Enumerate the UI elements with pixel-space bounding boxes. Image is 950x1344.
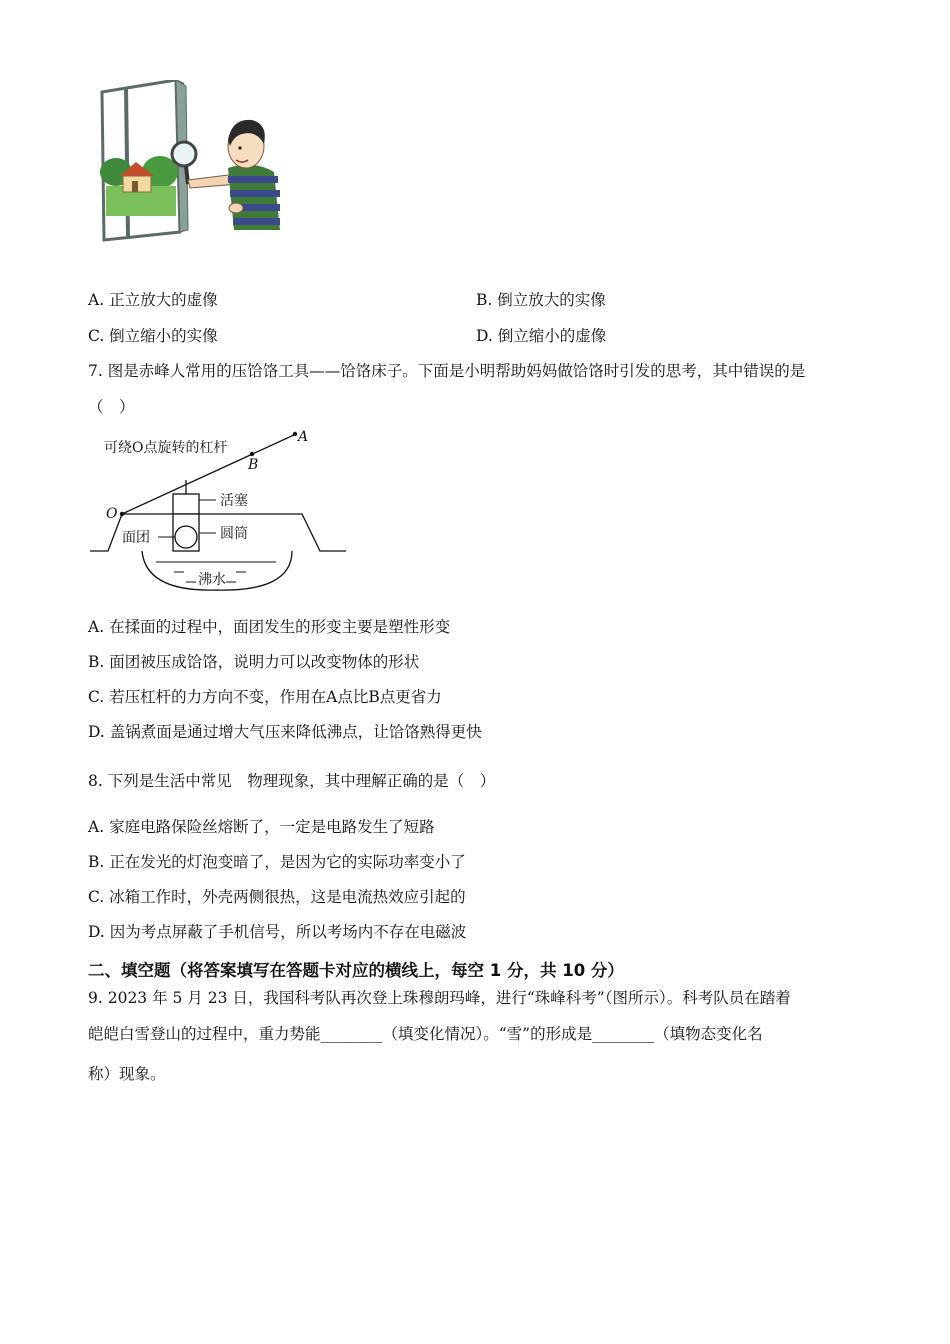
q6-option-d: D. 倒立缩小的虚像: [476, 327, 607, 345]
piston-label: 活塞: [220, 493, 248, 509]
cylinder-label: 圆筒: [220, 526, 248, 542]
q8-option-c: C. 冰箱工作时，外壳两侧很热，这是电流热效应引起的: [88, 888, 466, 906]
point-a-label: A: [298, 429, 309, 445]
water-label: 沸水: [198, 572, 226, 588]
point-o-label: O: [106, 506, 118, 522]
section-heading: 二、填空题（将答案填写在答题卡对应的横线上，每空 1 分，共 10 分）: [88, 961, 624, 980]
q7-option-d: D. 盖锅煮面是通过增大气压来降低沸点，让饸饹熟得更快: [88, 723, 482, 741]
q6-option-b: B. 倒立放大的实像: [476, 291, 606, 309]
q6-option-c: C. 倒立缩小的实像: [88, 327, 218, 345]
q8-option-a: A. 家庭电路保险丝熔断了，一定是电路发生了短路: [88, 818, 435, 836]
q7-option-c: C. 若压杠杆的力方向不变，作用在A点比B点更省力: [88, 688, 442, 706]
q6-option-a: A. 正立放大的虚像: [88, 291, 218, 309]
q8-stem: 8. 下列是生活中常见 物理现象，其中理解正确的是（ ）: [88, 772, 496, 790]
dough-label: 面团: [122, 530, 150, 546]
q8-option-d: D. 因为考点屏蔽了手机信号，所以考场内不存在电磁波: [88, 923, 467, 941]
q7-answer-bracket: （ ）: [88, 398, 135, 416]
point-b-label: B: [248, 457, 259, 473]
magnifier-illustration: [96, 80, 286, 245]
q9-line-3: 称）现象。: [88, 1065, 166, 1083]
q9-line-2: 皑皑白雪登山的过程中，重力势能________（填变化情况）。“雪”的形成是________（填物态变化名: [88, 1025, 763, 1043]
q7-option-b: B. 面团被压成饸饹，说明力可以改变物体的形状: [88, 653, 420, 671]
q7-stem: 7. 图是赤峰人常用的压饸饹工具——饸饹床子。下面是小明帮助妈妈做饸饹时引发的思考，其中错误的是: [88, 362, 806, 380]
lever-label: 可绕O点旋转的杠杆: [104, 440, 228, 456]
lever-figure: [86, 424, 356, 594]
q8-option-b: B. 正在发光的灯泡变暗了，是因为它的实际功率变小了: [88, 853, 466, 871]
q9-line-1: 9. 2023 年 5 月 23 日，我国科考队再次登上珠穆朗玛峰，进行“珠峰科考”（图所示）。科考队员在踏着: [88, 989, 791, 1007]
q7-option-a: A. 在揉面的过程中，面团发生的形变主要是塑性形变: [88, 618, 451, 636]
